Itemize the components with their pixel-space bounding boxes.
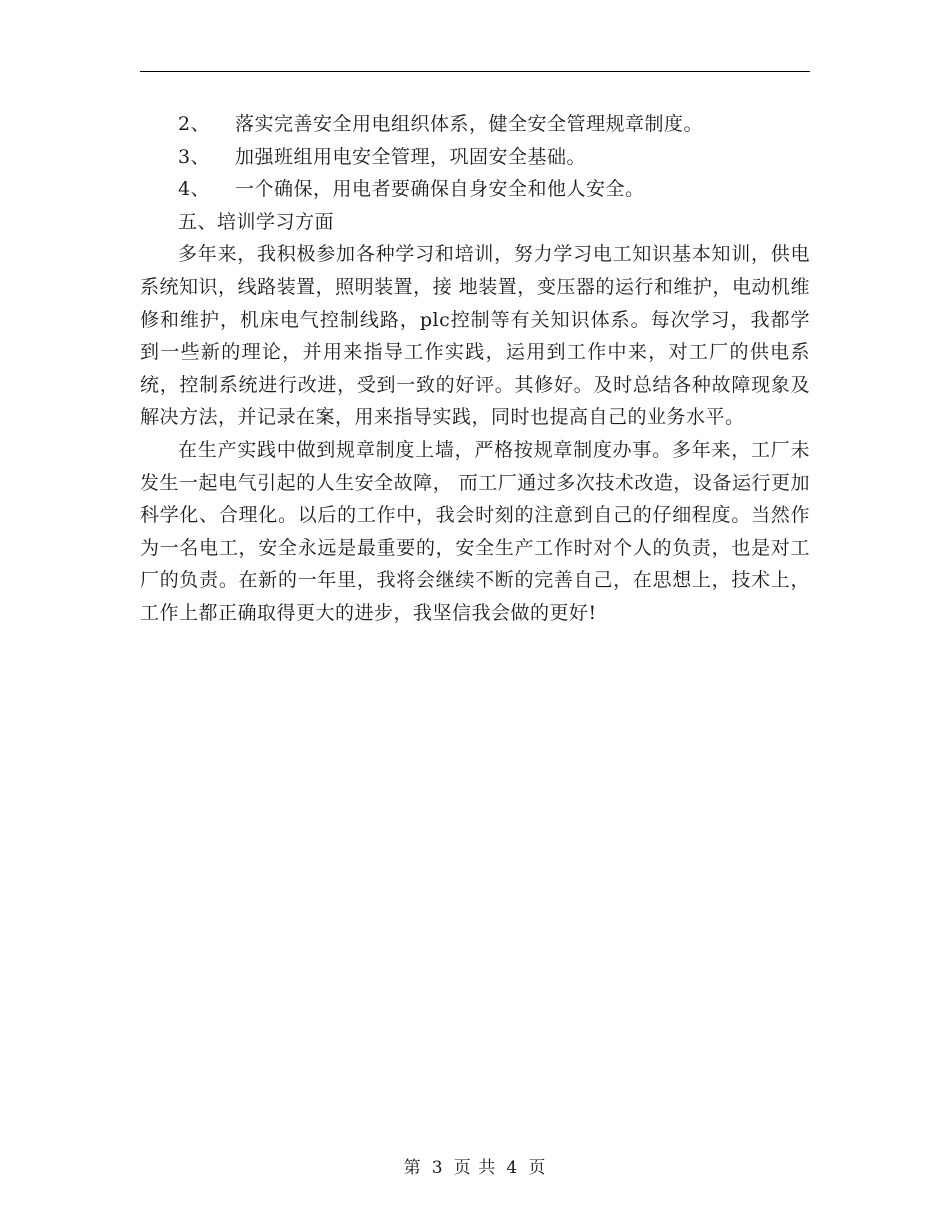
list-item-text: 一个确保，用电者要确保自身安全和他人安全。 [235,178,645,201]
footer-current-page: 3 [431,1158,444,1178]
section-heading: 五、培训学习方面 [178,210,335,233]
page-footer [0,1153,950,1178]
list-item [140,173,810,206]
list-item-number: 2、 [178,113,211,135]
footer-prefix: 第 [403,1158,422,1178]
footer-total-pages: 4 [506,1158,519,1178]
list-item [140,108,810,141]
header-rule [140,71,810,72]
footer-middle: 页 共 [453,1158,497,1178]
footer-suffix: 页 [528,1158,547,1178]
list-item-text: 落实完善安全用电组织体系，健全安全管理规章制度。 [235,113,704,135]
list-item-number: 4、 [178,178,211,201]
body-paragraph: 在生产实践中做到规章制度上墙，严格按规章制度办事。多年来，工厂未发生一起电气引起的人生安全故障， 而工厂通过多次技术改造，设备运行更加科学化、合理化。以后的工作中，我会时刻的注意到自己的仔细程度。当然作为一名电工，安全永远是最重要的，安全生产工作时对个人的负责，也是对工厂的负责。在新的一年里，我将会继续不断的完善自己，在思想上，技术上，工作上都正确取得更大的进步，我坚信我会做的更好! [140,438,810,624]
list-item [140,141,810,174]
body-paragraph: 多年来，我积极参加各种学习和培训，努力学习电工知识基本知训，供电系统知识，线路装置，照明装置，接 地装置，变压器的运行和维护，电动机维修和维护，机床电气控制线路，plc控制等有关知识体系。每次学习，我都学到一些新的理论，并用来指导工作实践，运用到工作中来，对工厂的供电系统，控制系统进行改进，受到一致的好评。其修好。及时总结各种故障现象及解决方法，并记录在案，用来指导实践，同时也提高自己的业务水平。 [140,243,810,429]
list-item-number: 3、 [178,145,211,168]
document-body [140,108,810,630]
list-item-text: 加强班组用电安全管理，巩固安全基础。 [235,145,587,168]
